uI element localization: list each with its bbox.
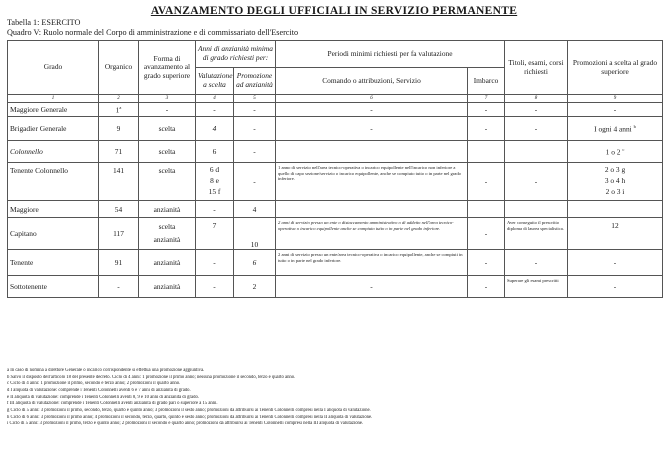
cell-titoli: - [505,117,568,141]
table-row [8,117,663,141]
footnote: c Ciclo di 4 anni: 1 promozione il primo, secondo e terzo anno; 2 promozioni il quarto anno. [7,381,181,387]
cell-comando [276,141,468,163]
cell-titoli [505,141,568,163]
footnote: d I aliquota di valutazione: comprende i Tenenti Colonnelli aventi 6 e 7 anni di anzianità di grado. [7,388,191,394]
col-number: 7 [468,95,505,103]
footnote: h Ciclo di 6 anni: 3 promozioni il primo anno; 4 promozioni il secondo, terzo, quarto, quinto e sesto anno; promozioni da attribuirsi ai Tenenti Colonnelli compresi nella II aliquota di valutazione. [7,414,373,420]
cell-comando: 2 anni di servizio presso un ente/area tecnico-operativa o incarico equipollente, anche se compiuti in tutto o in parte nel grado inferiore. [276,250,468,276]
footnote: b Salvo il disposto dell'articolo 18 del presente decreto. Ciclo di 4 anni: 1 promozione il primo anno; nessuna promozione il secondo, terzo e quarto anno. [7,374,296,380]
cell-organico: 117 [99,218,139,250]
col-number: 9 [568,95,663,103]
column-numbers-row [8,95,663,103]
cell-titoli: - [505,163,568,201]
cell-forma: anzianità [139,250,196,276]
cell-forma: scelta [139,163,196,201]
cell-promozioni: - [568,103,663,117]
header-imbarco: Imbarco [468,68,505,95]
cell-imbarco: - [468,250,505,276]
document-title: AVANZAMENTO DEGLI UFFICIALI IN SERVIZIO PERMANENTE [150,5,518,17]
cell-grado: Tenente Colonnello [8,163,99,201]
table-row [8,141,663,163]
cell-comando: - [276,103,468,117]
cell-organico: 71 [99,141,139,163]
cell-valutazione: 7 [196,218,234,250]
cell-imbarco: - [468,276,505,298]
table-row [8,218,663,250]
cell-titoli: Aver conseguito il prescritto diploma di laurea specialistica. [505,218,568,250]
cell-forma: - [139,103,196,117]
cell-grado: Maggiore Generale [8,103,99,117]
cell-imbarco: - [468,163,505,201]
footnotes [7,368,662,428]
cell-imbarco: - [468,117,505,141]
cell-promozioni: I ogni 4 anni $^b$ [568,117,663,141]
table-subtitle: Tabella 1: ESERCITO [7,18,81,27]
cell-titoli [505,201,568,218]
cell-promozioni: - [568,250,663,276]
table-row [8,250,663,276]
cell-comando: 1 anno di servizio nell'area tecnico-operativa o incarico equipollente nell'incarico non inferiore a quello di capo sezione/servizio o incarico equipollente, anche se compiuto tutto o in parte nel grado inferiore. [276,163,468,201]
cell-forma: scelta anzianità [139,218,196,250]
cell-valutazione: - [196,103,234,117]
cell-grado: Brigadier Generale [8,117,99,141]
col-number: 5 [234,95,276,103]
cell-comando [276,201,468,218]
footnote: e II aliquota di valutazione: comprende i Tenenti Colonnelli aventi 8, 9 e 10 anni di anzianità di grado. [7,394,199,400]
col-number: 4 [196,95,234,103]
cell-promozione: 4 [234,201,276,218]
cell-titoli: - [505,250,568,276]
cell-promozioni: 2 o 3 g 3 o 4 h 2 o 3 i [568,163,663,201]
footnote: i Ciclo di 5 anni: 3 promozioni il primo, terzo e quinto anno; 2 promozioni il secondo e quarto anno; promozioni da attribuirsi ai Tenenti Colonnelli compresi nella III aliquota di valutazione. [7,421,364,427]
col-number: 2 [99,95,139,103]
cell-organico: 54 [99,201,139,218]
cell-promozione: - [234,163,276,201]
cell-grado: Maggiore [8,201,99,218]
table-row [8,276,663,298]
col-number: 1 [8,95,99,103]
header-promozioni: Promozioni a scelta al grado superiore [568,41,663,95]
col-number: 6 [276,95,468,103]
cell-titoli: Superare gli esami prescritti [505,276,568,298]
cell-grado: Colonnello [8,141,99,163]
cell-promozione: 6 [234,250,276,276]
cell-organico: 141 [99,163,139,201]
footnote: f III aliquota di valutazione: comprende i Tenenti Colonnelli aventi anzianità di grado pari o superiore a 15 anni. [7,401,218,407]
table-row [8,103,663,117]
footnote: a In caso di nomina a direttore Generale o incarico corrispondente si effettua una promozione aggiuntiva. [7,368,205,373]
cell-forma: scelta [139,117,196,141]
cell-promozione: 2 [234,276,276,298]
cell-imbarco [468,201,505,218]
cell-organico: 1$^a$ [99,103,139,117]
cell-forma: anzianità [139,276,196,298]
cell-organico: 9 [99,117,139,141]
cell-grado: Sottotenente [8,276,99,298]
cell-titoli: - [505,103,568,117]
col-number: 8 [505,95,568,103]
table-row [8,201,663,218]
quadro-subtitle: Quadro V: Ruolo normale del Corpo di amministrazione e di commissariato dell'Esercito [7,28,299,37]
header-comando: Comando o attribuzioni, Servizio [276,68,468,95]
footnote: g Ciclo di 5 anni: 3 promozioni il primo, secondo, terzo, quarto e quinto anno; 3 promozioni il sesto anno; promozioni da attribuirsi ai Tenenti Colonnelli compresi nella I aliquota di valutazione. [7,408,371,414]
cell-promozioni: - [568,276,663,298]
cell-promozione: 10 [234,218,276,250]
cell-comando: - [276,276,468,298]
header-grado: Grado [8,41,99,95]
cell-valutazione: - [196,250,234,276]
cell-promozione: - [234,117,276,141]
header-promozione: Promozione ad anzianità [234,68,276,95]
cell-valutazione: - [196,201,234,218]
cell-forma: scelta [139,141,196,163]
header-organico: Organico [99,41,139,95]
header-forma: Forma di avanzamento al grado superiore [139,41,196,95]
cell-promozioni [568,201,663,218]
cell-promozione: - [234,103,276,117]
cell-valutazione: 6 d 8 e 15 f [196,163,234,201]
cell-comando: 2 anni di servizio presso un ente o distaccamento amministrativo o di addetto nell'area tecnico-operativa o incarico equipollente anche se compiuto tutto o in parte nel grado inferiore. [276,218,468,250]
cell-valutazione: - [196,276,234,298]
cell-promozioni: 12 [568,218,663,250]
cell-imbarco [468,141,505,163]
table-row [8,163,663,201]
cell-valutazione: 4 [196,117,234,141]
cell-imbarco: - [468,103,505,117]
cell-imbarco: - [468,218,505,250]
cell-comando: - [276,117,468,141]
advancement-table [7,40,663,298]
header-titoli: Titoli, esami, corsi richiesti [505,41,568,95]
cell-valutazione: 6 [196,141,234,163]
header-valutazione: Valutazione a scelta [196,68,234,95]
cell-organico: 91 [99,250,139,276]
cell-forma: anzianità [139,201,196,218]
cell-grado: Tenente [8,250,99,276]
cell-promozioni: 1 o 2 $^c$ [568,141,663,163]
cell-grado: Capitano [8,218,99,250]
cell-promozione: - [234,141,276,163]
col-number: 3 [139,95,196,103]
cell-organico: - [99,276,139,298]
header-anni: Anni di anzianità minima di grado richiesti per: [196,41,276,68]
header-periodi: Periodi minimi richiesti per fa valutazione [276,41,505,68]
